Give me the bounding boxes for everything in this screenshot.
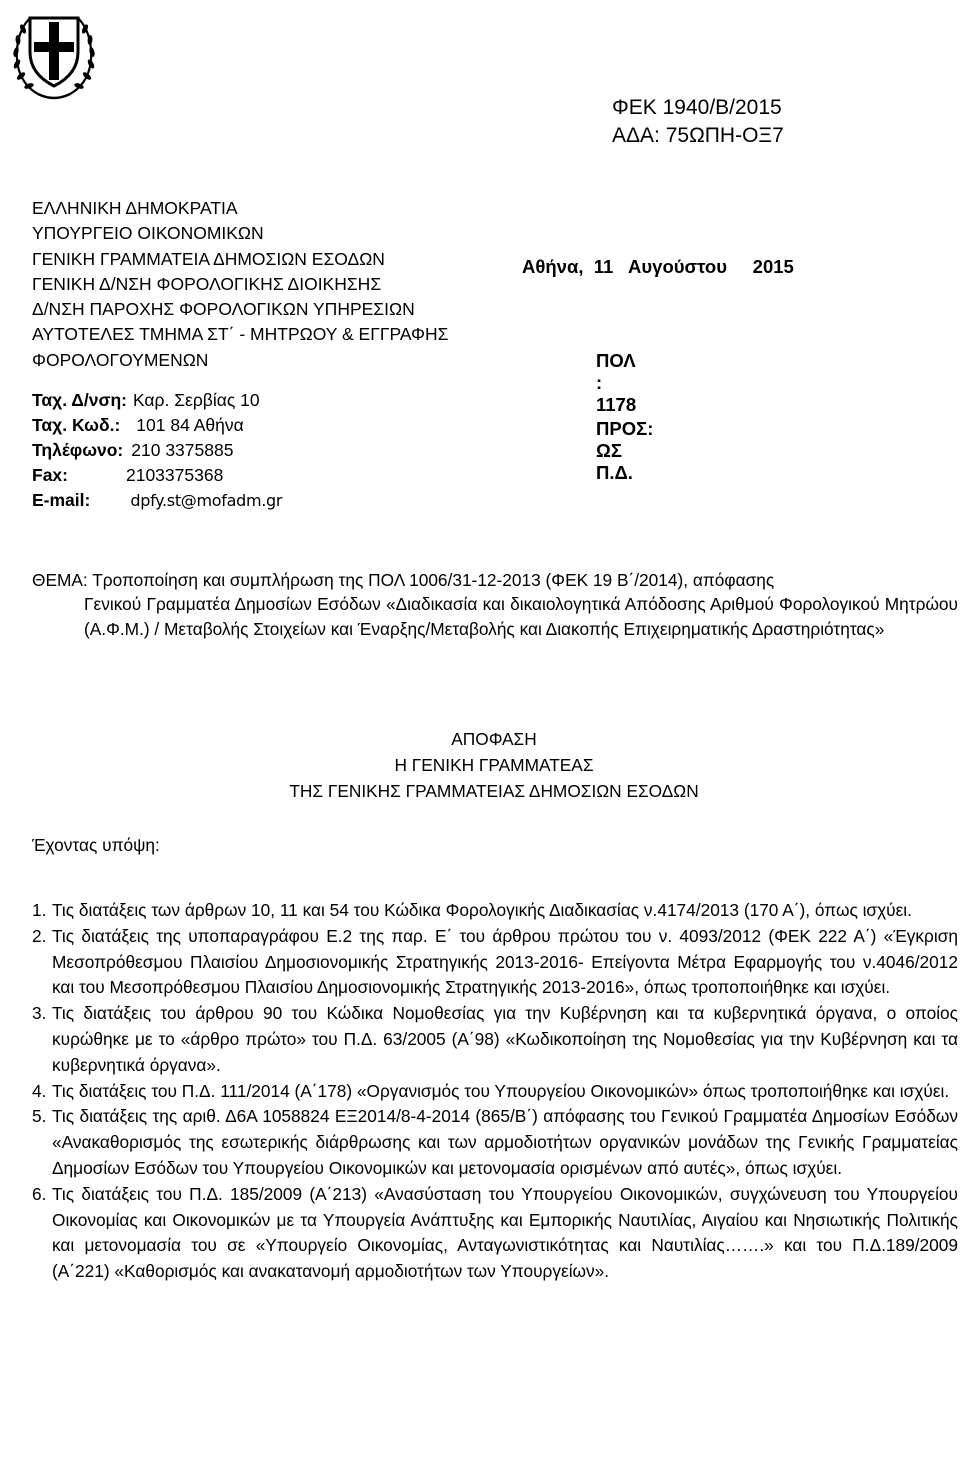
org-line: Δ/ΝΣΗ ΠΑΡΟΧΗΣ ΦΟΡΟΛΟΓΙΚΩΝ ΥΠΗΡΕΣΙΩΝ [32, 299, 415, 320]
decision-title [0, 726, 960, 804]
org-line: ΦΟΡΟΛΟΓΟΥΜΕΝΩΝ [32, 349, 209, 370]
pol-number: ΠΟΛ : 1178 [596, 350, 637, 415]
item-number: 3. [32, 1003, 47, 1024]
phone-row [32, 438, 282, 463]
recipient: ΠΡΟΣ: ΩΣ Π.Δ. [596, 418, 654, 483]
fek-number: ΦΕΚ 1940/Β/2015 [612, 96, 782, 119]
list-item [32, 1104, 960, 1181]
fax-label: Fax: [32, 465, 68, 485]
ada-number: ΑΔΑ: 75ΩΠΗ-ΟΞ7 [612, 124, 784, 147]
decision-authority: ΤΗΣ ΓΕΝΙΚΗΣ ΓΡΑΜΜΑΤΕΙΑΣ ΔΗΜΟΣΙΩΝ ΕΣΟΔΩΝ [289, 781, 699, 801]
item-text: Τις διατάξεις της υποπαραγράφου Ε.2 της παρ. Ε΄ του άρθρου πρώτου του ν. 4093/2012 (ΦΕΚ 222 Α΄) «Έγκριση Μεσοπρόθεσμου Πλαισίου Δημοσιονομικής Στρατηγικής 2013-2016- Επείγοντα Μέτρα Εφαρμογής του ν.4046/2012 και του Μεσοπρόθεσμου Πλαισίου Δημοσιονομικής Στρατηγικής 2013-2016», όπως τροποποιήθηκε και ισχύει. [52, 925, 958, 998]
org-line: ΕΛΛΗΝΙΚΗ ΔΗΜΟΚΡΑΤΙΑ [32, 198, 238, 218]
postcode-value: 101 84 Αθήνα [136, 415, 244, 435]
address-label: Ταχ. Δ/νση: [32, 390, 127, 410]
organization-header [32, 196, 448, 373]
greek-coat-of-arms-icon [8, 4, 100, 104]
email-link[interactable]: dpfy.st@mofadm.gr [130, 491, 283, 510]
fek-reference [612, 94, 784, 150]
item-text: Τις διατάξεις του Π.Δ. 185/2009 (Α΄213) «Ανασύσταση του Υπουργείου Οικονομικών, συγχώνευση του Υπουργείου Οικονομίας και Οικονομικών με τα Υπουργεία Ανάπτυξης και Εμπορικής Ναυτιλίας, Αιγαίου και Νησιωτικής Πολιτικής και μετονομασία του σε «Υπουργείο Οικονομίας, Ανταγωνιστικότητας και Ναυτιλίας…….» και του Π.Δ.189/2009 (Α΄221) «Καθορισμός και ανακατανομή αρμοδιοτήτων των Υπουργείων». [52, 1183, 958, 1282]
list-item [32, 924, 960, 1001]
document-date: Αθήνα, 11 Αυγούστου 2015 [522, 256, 794, 277]
subject-text-rest: Γενικού Γραμματέα Δημοσίων Εσόδων «Διαδικασία και δικαιολογητικά Απόδοσης Αριθμού Φορολογικού Μητρώου (Α.Φ.Μ.) / Μεταβολής Στοιχείων και Έναρξης/Μεταβολής και Διακοπής Επιχειρηματικής Δραστηριότητας» [84, 594, 958, 639]
subject-label: ΘΕΜΑ: [32, 570, 88, 590]
fax-row [32, 463, 282, 488]
postcode-label: Ταχ. Κωδ.: [32, 415, 121, 435]
list-item [32, 1182, 960, 1285]
item-text: Τις διατάξεις του Π.Δ. 111/2014 (Α΄178) «Οργανισμός του Υπουργείου Οικονομικών» όπως τροποποιήθηκε και ισχύει. [52, 1080, 950, 1101]
org-line: ΓΕΝΙΚΗ Δ/ΝΣΗ ΦΟΡΟΛΟΓΙΚΗΣ ΔΙΟΙΚΗΣΗΣ [32, 273, 382, 294]
having-regard-heading: Έχοντας υπόψη: [32, 835, 160, 855]
address-value: Καρ. Σερβίας 10 [132, 390, 260, 410]
item-number: 2. [32, 925, 47, 946]
phone-label: Τηλέφωνο: [32, 440, 124, 460]
considerations-list [32, 898, 960, 1285]
item-number: 1. [32, 900, 47, 920]
contact-details [32, 388, 282, 513]
fax-value: 2103375368 [125, 465, 224, 485]
item-number: 6. [32, 1183, 47, 1204]
postcode-row [32, 413, 282, 438]
item-text: Τις διατάξεις της αριθ. Δ6Α 1058824 ΕΞ2014/8-4-2014 (865/Β΄) απόφασης του Γενικού Γραμματέα Δημοσίων Εσόδων «Ανακαθορισμός της εσωτερικής διάρθρωσης και των αρμοδιοτήτων οργανικών μονάδων της Γενικής Γραμματείας Δημοσίων Εσόδων του Υπουργείου Οικονομικών και μετονομασία ορισμένων από αυτές», όπως ισχύει. [52, 1106, 958, 1178]
list-item [32, 898, 960, 924]
subject-block [32, 568, 958, 641]
item-number: 4. [32, 1080, 47, 1101]
item-text: Τις διατάξεις του άρθρου 90 του Κώδικα Νομοθεσίας για την Κυβέρνηση και τα κυβερνητικά όργανα, ο οποίος κυρώθηκε με το «άρθρο πρώτο» του Π.Δ. 63/2005 (Α΄98) «Κωδικοποίηση της Νομοθεσίας για την Κυβέρνηση και τα κυβερνητικά όργανα». [52, 1003, 958, 1075]
subject-text-start: Τροποποίηση και συμπλήρωση της ΠΟΛ 1006/31-12-2013 (ΦΕΚ 19 Β΄/2014), απόφασης [92, 570, 775, 590]
decision-heading: ΑΠΟΦΑΣΗ [451, 729, 537, 749]
item-text: Τις διατάξεις των άρθρων 10, 11 και 54 του Κώδικα Φορολογικής Διαδικασίας ν.4174/2013 (170 Α΄), όπως ισχύει. [52, 900, 912, 920]
phone-value: 210 3375885 [131, 440, 234, 460]
org-line: ΓΕΝΙΚΗ ΓΡΑΜΜΑΤΕΙΑ ΔΗΜΟΣΙΩΝ ΕΣΟΔΩΝ [32, 248, 385, 269]
email-label: E-mail: [32, 490, 91, 510]
item-number: 5. [32, 1106, 47, 1127]
org-line: ΑΥΤΟΤΕΛΕΣ ΤΜΗΜΑ ΣΤ΄ - ΜΗΤΡΩΟΥ & ΕΓΓΡΑΦΗΣ [32, 324, 449, 345]
subject-first-line [32, 568, 958, 592]
address-row [32, 388, 282, 413]
list-item [32, 1001, 960, 1078]
decision-issuer: Η ΓΕΝΙΚΗ ΓΡΑΜΜΑΤΕΑΣ [394, 755, 594, 775]
list-item [32, 1079, 960, 1105]
org-line: ΥΠΟΥΡΓΕΙΟ ΟΙΚΟΝΟΜΙΚΩΝ [32, 223, 264, 244]
email-row [32, 488, 282, 513]
